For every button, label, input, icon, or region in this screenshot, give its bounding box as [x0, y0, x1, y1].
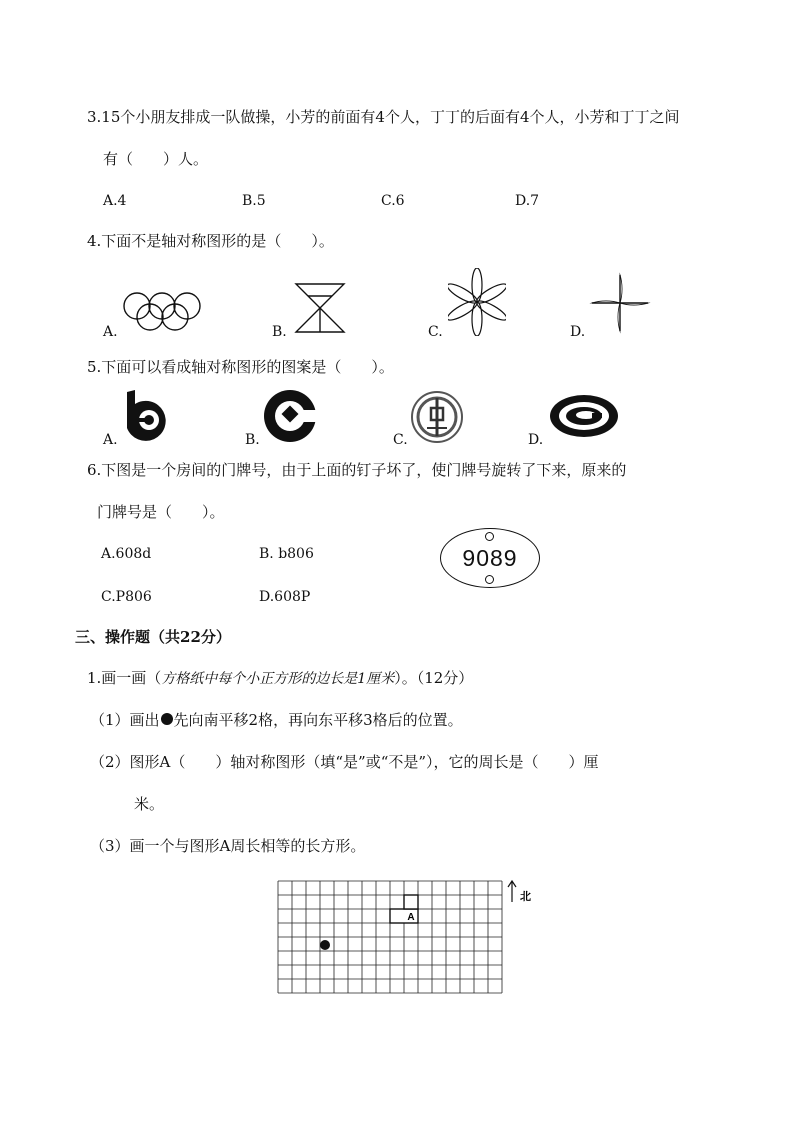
q5-label-c: C. — [393, 432, 408, 448]
q3-option-c: C.6 — [381, 193, 405, 209]
s3-q1-suffix: ）。（12分） — [394, 669, 474, 687]
olympic-rings-figure — [120, 290, 206, 332]
s3-sub2-line1: （2）图形A（ ）轴对称图形（填“是”或“不是”），它的周长是（ ）厘 — [90, 753, 599, 771]
grid-dot — [320, 940, 330, 950]
q5-label-a: A. — [103, 432, 118, 448]
q3-option-a: A.4 — [103, 193, 127, 209]
q6-line2: 门牌号是（ ）。 — [97, 503, 225, 521]
bank-logo-a — [119, 388, 175, 444]
q5-label-b: B. — [245, 432, 260, 448]
s3-sub1-line — [90, 710, 463, 730]
grid-paper — [270, 876, 540, 1002]
flower-figure — [448, 268, 506, 336]
door-plate — [440, 528, 540, 588]
q5-stem: 5.下面可以看成轴对称图形的图案是（ ）。 — [87, 358, 394, 376]
s3-q1-prefix: 1.画一画（ — [87, 669, 162, 687]
q5-label-d: D. — [528, 432, 544, 448]
s3-q1-italic: 方格纸中每个小正方形的边长是1厘米 — [161, 671, 395, 687]
q3-line2: 有（ ）人。 — [103, 150, 209, 168]
door-plate-number: 9089 — [462, 545, 518, 571]
nail-hole-top — [485, 532, 494, 541]
q4-label-c: C. — [428, 324, 443, 340]
q6-option-d: D.608P — [259, 589, 311, 605]
s3-sub1-suffix: 先向南平移2格，再向东平移3格后的位置。 — [173, 711, 463, 729]
nail-hole-bottom — [485, 575, 494, 584]
north-label: 北 — [520, 890, 531, 903]
q4-label-b: B. — [272, 324, 287, 340]
bank-logo-b — [262, 388, 318, 444]
q4-label-a: A. — [103, 324, 118, 340]
black-dot-icon — [161, 713, 173, 725]
q4-stem: 4.下面不是轴对称图形的是（ ）。 — [87, 232, 334, 250]
q6-option-a: A.608d — [101, 546, 152, 562]
pinwheel-figure — [588, 272, 652, 334]
s3-sub3-line: （3）画一个与图形A周长相等的长方形。 — [90, 837, 366, 855]
s3-sub1-prefix: （1）画出 — [90, 711, 160, 729]
s3-sub2-line2: 米。 — [134, 795, 165, 813]
grid-label-a: A — [407, 912, 415, 923]
q4-label-d: D. — [570, 324, 586, 340]
q6-line1: 6.下图是一个房间的门牌号，由于上面的钉子坏了，使门牌号旋转了下来，原来的 — [87, 461, 627, 479]
triangles-figure — [292, 282, 348, 334]
q6-option-c: C.P806 — [101, 589, 152, 605]
bank-logo-c — [410, 390, 464, 444]
shape-a-top — [404, 895, 418, 909]
s3-q1-line — [87, 668, 473, 689]
q6-option-b: B. b806 — [259, 546, 314, 562]
bank-logo-d — [548, 393, 620, 439]
q3-line1: 3.15个小朋友排成一队做操，小芳的前面有4个人，丁丁的后面有4个人，小芳和丁丁之间 — [87, 108, 680, 126]
q3-option-b: B.5 — [242, 193, 266, 209]
q3-option-d: D.7 — [515, 193, 540, 209]
section-3-title: 三、操作题（共22分） — [75, 628, 231, 646]
